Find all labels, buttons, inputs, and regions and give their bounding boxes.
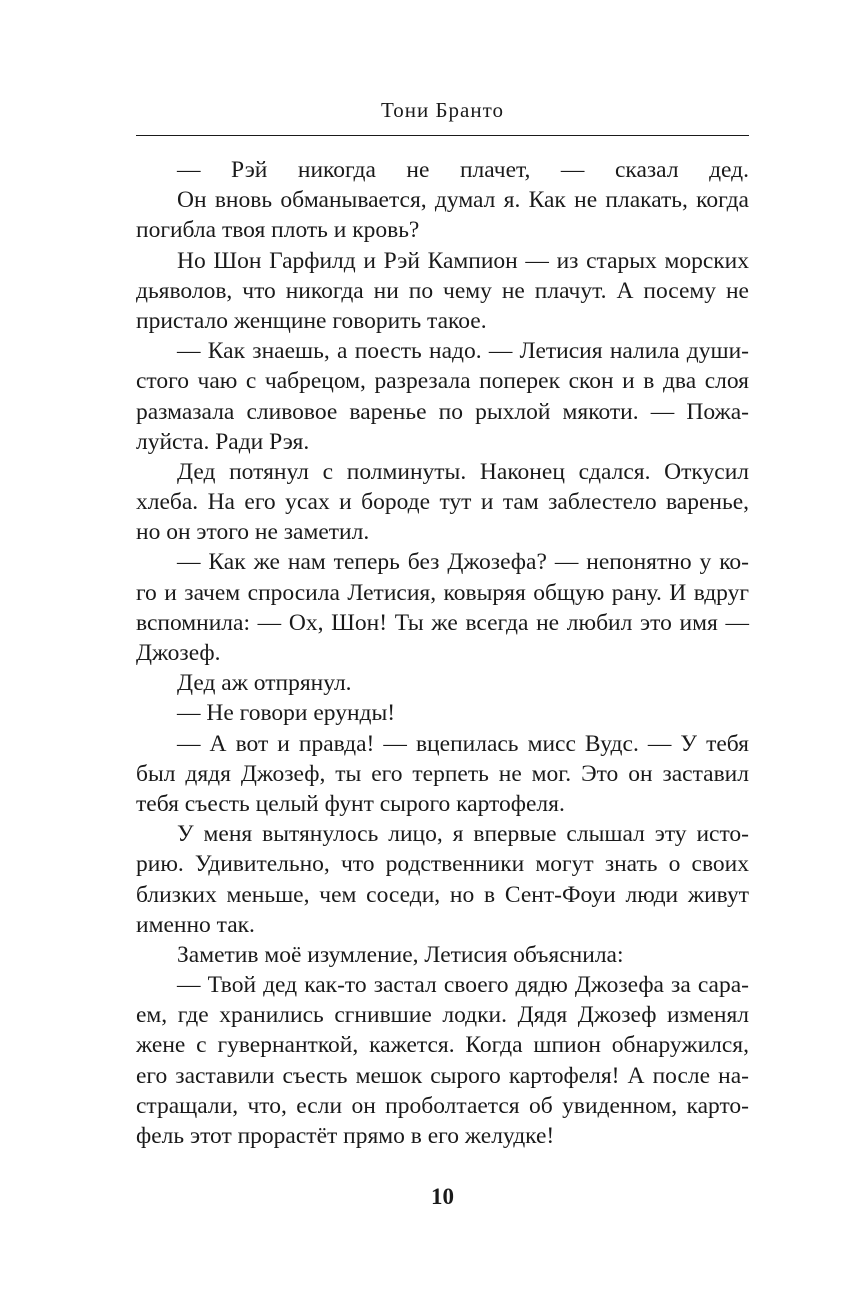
- text-line: близких меньше, чем соседи, но в Сент-Фоуи люди живут: [136, 881, 749, 908]
- text-line: — Рэй никогда не плачет, — сказал дед.: [177, 157, 749, 183]
- text-line: стращали, что, если он проболтается об увиденном, карто-: [136, 1092, 749, 1119]
- text-line: Заметив моё изумление, Летисия объяснила:: [177, 941, 624, 968]
- text-line: Джозеф.: [136, 640, 221, 666]
- text-line: дьяволов, что никогда ни по чему не плачут. А посему не: [136, 277, 749, 304]
- text-line: У меня вытянулось лицо, я впервые слышал эту исто-: [177, 821, 749, 848]
- text-line: — А вот и правда! — вцепилась мисс Вудс. — У тебя: [177, 730, 749, 757]
- header-rule: [136, 135, 749, 136]
- text-line: был дядя Джозеф, ты его терпеть не мог. Это он заставил: [136, 760, 749, 787]
- text-line: — Не говори ерунды!: [177, 700, 396, 727]
- text-line: именно так.: [136, 911, 255, 938]
- text-line: размазала сливовое варенье по рыхлой мякоти. — Пожа-: [136, 398, 749, 425]
- text-line: хлеба. На его усах и бороде тут и там заблестело варенье,: [136, 489, 749, 516]
- text-line: Он вновь обманывается, думал я. Как не плакать, когда: [177, 187, 749, 214]
- text-line: — Твой дед как-то застал своего дядю Джозефа за сара-: [177, 972, 749, 999]
- text-line: погибла твоя плоть и кровь?: [136, 217, 420, 244]
- text-line: пристало женщине говорить такое.: [136, 307, 487, 334]
- text-line: ем, где хранились сгнившие лодки. Дядя Джозеф изменял: [136, 1002, 749, 1029]
- text-line: Дед потянул с полминуты. Наконец сдался. Откусил: [177, 458, 749, 485]
- text-line: Но Шон Гарфилд и Рэй Кампион — из старых морских: [177, 247, 749, 274]
- text-line: рию. Удивительно, что родственники могут знать о своих: [136, 851, 749, 878]
- text-line: — Как же нам теперь без Джозефа? — непонятно у ко-: [177, 549, 749, 576]
- text-line: го и зачем спросила Летисия, ковыряя общую рану. И вдруг: [136, 579, 749, 606]
- text-line: луйста. Ради Рэя.: [136, 428, 310, 455]
- text-line: — Как знаешь, а поесть надо. — Летисия налила души-: [177, 338, 749, 365]
- body-text: [136, 155, 749, 1151]
- text-line: Дед аж отпрянул.: [177, 670, 352, 697]
- running-head: Тони Бранто: [381, 98, 504, 122]
- text-line: тебя съесть целый фунт сырого картофеля.: [136, 790, 565, 817]
- text-line: вспомнила: — Ох, Шон! Ты же всегда не любил это имя —: [136, 609, 749, 636]
- text-line: стого чаю с чабрецом, разрезала поперек скон и в два слоя: [136, 368, 749, 395]
- text-line: жене с гувернанткой, кажется. Когда шпион обнаружился,: [136, 1032, 749, 1059]
- text-line: его заставили съесть мешок сырого картофеля! А после на-: [136, 1062, 749, 1089]
- text-line: фель этот прорастёт прямо в его желудке!: [136, 1123, 555, 1149]
- page-number: 10: [431, 1184, 454, 1209]
- text-line: но он этого не заметил.: [136, 519, 370, 546]
